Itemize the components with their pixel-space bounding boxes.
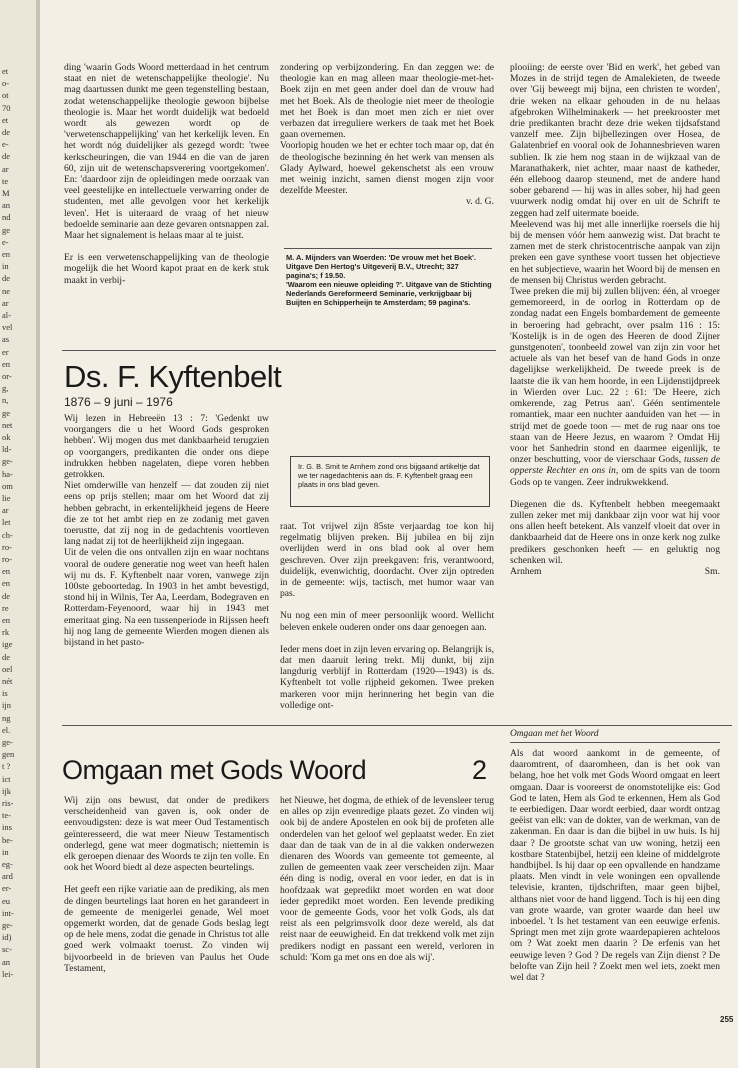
margin-fragment: ins xyxy=(2,822,12,833)
article-title: Omgaan met Gods Woord xyxy=(62,755,367,785)
adjacent-page-edge xyxy=(0,0,36,1068)
obituary-paragraph: plooiing: de eerste over 'Bid en werk', het gebed van Mozes in de strijd tegen de Amalekieten, de tweede over 'Gij beweegt mij bijna, een christen te worden', drie weken na elkaar gehouden in de nu helaas afgebroken Wilhelminakerk — het preekrooster met drie predikanten bracht deze drie weken tijdsafstand vanzelf mee. Zijn bijbellezingen over Hosea, de Galatenbrief en vooral ook de Johannesbrieven waren sublien. Ik zie hem nog staan in de wijkzaal van de Maranathakerk, niet achter, maar naast de katheder, één elleboog daarop steunend, met de andere hand sober gebarend — hij was in alles sober, hij had geen vuurwerk nodig omdat hij over en uit de Schrift te zeggen had zelf uitermate boeide. xyxy=(510,62,720,219)
bibliography-entry: M. A. Mijnders van Woerden: 'De vrouw met het Boek'. Uitgave Den Hertog's Uitgeverij B.V., Utrecht; 327 pagina's; f 19.50. xyxy=(286,253,476,280)
review-paragraph: Voorlopig houden we het er echter toch maar op, dat én de theologische bezinning én het werk van mensen als Glady Aylward, hoewel gekenschetst als een vrouw met weinig inzicht, samen dienst mogen zijn voor dezelfde Meester. xyxy=(280,140,494,197)
margin-fragment: te xyxy=(2,175,9,186)
margin-fragment: ha- xyxy=(2,468,13,479)
margin-fragment: 70 xyxy=(2,102,11,113)
margin-fragment: te- xyxy=(2,810,11,821)
margin-fragment: ld- xyxy=(2,444,12,455)
obituary-paragraph: Nu nog een min of meer persoonlijk woord. Wellicht beleven enkele ouderen onder ons daar genoegen aan. xyxy=(280,610,494,633)
margin-fragment: en xyxy=(2,249,11,259)
divider xyxy=(284,248,492,249)
margin-fragment: g, xyxy=(2,383,9,394)
margin-fragment: ard xyxy=(2,871,13,882)
margin-fragment: ge- xyxy=(2,737,13,747)
emphasis-span: tussen de opperste Rechter en ons in, xyxy=(510,454,720,477)
obituary-paragraph: Ieder mens doet in zijn leven ervaring op. Belangrijk is, dat men daaruit lering trekt. Mij dunkt, bij zijn langdurig verblijf in Rotterdam (1920—1943) is ds. Kyftenbelt tot volle rijpheid gekomen. Twee preken markeren voor mijn herinnering het begin van die volledige ont- xyxy=(280,643,494,711)
margin-fragment: lei- xyxy=(2,968,14,979)
margin-fragment: sc- xyxy=(2,944,12,955)
margin-fragment: de xyxy=(2,651,11,662)
margin-fragment: ar xyxy=(2,505,9,516)
margin-fragment: ar xyxy=(2,297,9,308)
article-paragraph: Als dat woord aankomt in de gemeente, of daaromtrent, of daaromheen, dan is het ook van belang, hoe het volk met Gods Woord omgaat en leert omgaan. Daar is vooreerst de onomstotelijke eis: God God te laten, Hem als God te erkennen, Hem als God te eerbiedigen. Daar wordt eerbied, daar wordt ontzag geëist van elk: van de dokter, van de werkman, van de zakenman. En daar is dan die bijbel in uw huis. Is hij daar ? De grootste schat van uw woning, hetzij een kostbare Statenbijbel, hetzij een kleine of middelgrote handbijbel. Is hij daar op een opvallende en handzame plaats. Men vindt in vele woningen een opvallende televisie, kranten, tijdschriften, maar geen bijbel, althans niet voor de hand liggend. Toch is hij een ding van grote waarde, van groter waarde dan heel uw inboedel. 't Is het testament van een eeuwige erfenis. Springt men met zijn grote waardepapieren achteloos om ? Wat zoekt men daarin ? De erfenis van het eeuwige leven ? God ? De regels van Zijn dienst ? De belofte van Zijn heil ? Zoekt men wel iets, zoekt men wel dat ? xyxy=(510,748,720,984)
margin-fragment: gen xyxy=(2,749,15,760)
margin-fragment: e- xyxy=(2,236,9,247)
margin-fragment: be- xyxy=(2,834,13,845)
text-span: om de spits van de toorn Gods op te vangen. Zeer indrukwekkend. xyxy=(510,465,720,488)
margin-fragment: ige xyxy=(2,639,13,650)
margin-fragment: ng xyxy=(2,712,11,723)
margin-fragment: eu xyxy=(2,895,11,906)
running-head: Omgaan met het Woord xyxy=(510,729,599,739)
margin-fragment: id) xyxy=(2,932,12,943)
margin-fragment: en xyxy=(2,615,11,625)
margin-fragment: re xyxy=(2,602,9,613)
margin-fragment: t ? xyxy=(2,761,11,772)
divider xyxy=(510,742,720,743)
margin-fragment: ne xyxy=(2,285,11,296)
review-paragraph: zondering op verbijzondering. En dan zeggen we: de theologie kan en mag alleen maar theologie-met-het-Boek zijn en met geen ander doel dan de vrouw had met het Boek. Als de theologie niet meer de theologie met het Boek is dan moet men zich er niet over verbazen dat irreguliere werkers de taak met het Boek gaan overnemen. xyxy=(280,62,494,141)
magazine-page xyxy=(40,0,738,1068)
text-span: Twee preken die mij bij zullen blijven: één, al vroeger gememoreerd, in de oorlog in Rotterdam op de zondag nadat een Engels bombardement de gemeente in beroering had gebracht, over psalm 116 : 15: 'Kostelijk is in de ogen des Heeren de dood Zijner gunstgenoten', toonbeeld zowel van zijn zin voor het actuele als van het besef van de hand Gods in onze dagelijkse werkelijkheid. De tweede preek is de laatste die ik van hem hoorde, in een Lijdenstijdpreek in Wierden over Luc. 22 : 61: 'De Heere, zich omkerende, zag Petrus aan'. Géén sentimentele romantiek, maar een nuchter aanduiden van het — in strijd met de goede toon — met de rug naar ons toe staan van de Heere Jezus, en waarom ? Omdat Hij voor het Sanhedrin stond en daarmee eigenlijk, te onzer beschutting, voor de vierschaar Gods, xyxy=(510,286,720,466)
margin-fragment: e- xyxy=(2,139,9,150)
review-paragraph: Er is een verwetenschappelijking van de theologie mogelijk die het Woord kapot praat en de kerk stuk maakt in verbij- xyxy=(64,252,269,286)
obituary-paragraph: Wij lezen in Hebreeën 13 : 7: 'Gedenkt uw voorgangers die u het Woord Gods gesproken hebben'. Wij mogen dus met dankbaarheid terugzien op voorgangers, predikanten die onder ons diepe indrukken hebben nagelaten, diepe voren hebben getrokken. xyxy=(64,413,269,481)
margin-fragment: rk xyxy=(2,627,10,638)
article-paragraph: het Nieuwe, het dogma, de ethiek of de levensleer terug en alles op zijn evenredige plaats gezet. Zo vinden wij ook bij de andere Apostelen en ook bij de profeten alle onderdelen van het geloof wel geplaatst weder. En ziet daar dan de taak van de in al die vakken onderwezen dienaren des Woords van gemeente tot gemeente, al zullen de gemeenten vaak zeer verscheiden zijn. Maar één ding is nodig, overal en voor ieder, en dat is in hoofdzaak wat gepredikt moet worden en wat door ieder gepredikt moet worden. Een levende prediking voor de gemeente Gods, voor het volk Gods, als dat reist als een pelgrimsvolk door deze wereld, als dat reist naar de eeuwigheid. En dat trekkend volk met zijn predikers nodigt en passant een wereld, verloren in schuld: 'Kom ga met ons en doe als wij'. xyxy=(280,795,494,963)
margin-fragment: de xyxy=(2,151,11,162)
margin-fragment: en xyxy=(2,578,11,589)
margin-fragment: lie xyxy=(2,493,11,503)
bibliography-entry: 'Waarom een nieuwe opleiding ?'. Uitgave van de Stichting Nederlands Gereformeerd Seminarie, verkrijgbaar bij Buijten en Schipperheijn te Amsterdam; 59 pagina's. xyxy=(286,280,492,307)
margin-fragment: al- xyxy=(2,310,11,320)
article-paragraph: Wij zijn ons bewust, dat onder de predikers verscheidenheid van gaven is, ook onder de eenvoudigsten: deze is wat meer Oud Testamentisch geïnteresseerd, die wat meer Nieuw Testamentisch onderlegd, gene wat meer dogmatisch; niettemin is elk geroepen dienaar des Woords te zijn ten volle. En ook het Woord biedt al deze aspecten beurtelings. xyxy=(64,795,269,874)
review-signoff: v. d. G. xyxy=(466,196,494,208)
margin-fragment: ge xyxy=(2,407,11,418)
margin-fragment: ro- xyxy=(2,541,12,552)
margin-fragment: o- xyxy=(2,78,10,89)
obituary-signature xyxy=(510,566,720,577)
margin-fragment: ijn xyxy=(2,700,11,711)
margin-fragment: ot xyxy=(2,90,9,101)
margin-fragment: n, xyxy=(2,395,9,406)
obituary-title: Ds. F. Kyftenbelt xyxy=(64,359,282,394)
margin-fragment: as xyxy=(2,334,10,345)
margin-fragment: ge- xyxy=(2,920,13,930)
obituary-column-3 xyxy=(510,62,720,577)
obituary-paragraph: Uit de velen die ons ontvallen zijn en waar nochtans vooral de oudere generatie nog weet van heeft halen wij nu ds. F. Kyftenbelt naar voren, vanwege zijn 100ste geboortedag. In 1903 in het ambt bevestigd, stond hij in Wilnis, Ter Aa, Leerdam, Bodegraven en Rotterdam-Feyenoord, waar hij in 1943 met emeritaat ging. Na een tussenperiode in Rijssen heeft hij nog lang de gemeente Wierden mogen dienen als bijstand in het pasto- xyxy=(64,547,269,649)
margin-fragment: et xyxy=(2,66,9,76)
margin-fragment: ar xyxy=(2,163,9,174)
divider xyxy=(62,725,732,726)
margin-fragment: in xyxy=(2,846,9,857)
obituary-paragraph: Meelevend was hij met alle innerlijke roersels die hij bij de mensen vóór hem aanwezig wist. Dat bracht te zamen met de sterk christocentrische aanpak van zijn preken een gave synthese voort tussen het objectieve en het subjectieve, waarin het Woord bij de mensen en de mensen bij Christus werden gebracht. xyxy=(510,218,720,286)
review-paragraph: ding 'waarin Gods Woord metterdaad in het centrum staat en niet de wetenschappelijke theologie'. Nu mag daartussen dunkt me geen tegenstelling bestaan, zodat wetenschappelijke theologie gewoon bijbelse theologie is. Maar het wordt duidelijk wat bedoeld wordt als gewezen wordt op de 'verwetenschappelijking' van het kerkelijk leven. En het wordt nóg duidelijker als gezegd wordt: 'twee kerkscheuringen, die van 1944 en die van de jaren 60, zijn uit de wetenschapsverering voortgekomen'. En: 'daardoor zijn de opleidingen mede oorzaak van veel geestelijke en intellectuele verwarring onder de studenten, met alle gevolgen voor het kerkelijk leven'. Het is uiteraard de vraag of het nieuw bedoelde seminarie aan deze gevaren ontsnappen zal. Maar het signalement is helaas maar al te juist. xyxy=(64,62,269,242)
margin-fragment: om xyxy=(2,480,13,491)
margin-fragment: int- xyxy=(2,907,14,918)
margin-fragment: ict xyxy=(2,773,11,784)
margin-fragment: ris- xyxy=(2,798,14,808)
margin-fragment: ge xyxy=(2,224,11,235)
article-part-number: 2 xyxy=(472,755,487,785)
margin-fragment: ch- xyxy=(2,529,13,540)
margin-fragment: or- xyxy=(2,371,12,381)
margin-fragment: de xyxy=(2,127,11,137)
margin-fragment: er xyxy=(2,346,9,357)
obituary-paragraph: Niet omderwille van henzelf — dat zouden zij niet eens op prijs stellen; maar om het Woord dat zij hebben gebracht, in erkentelijkheid jegens de Heere die ze tot het ambt riep en ze zodanig met gaven toerustte, dat zij nog in de gedachtenis voortleven lang nadat zij tot de heerlijkheid zijn ingegaan. xyxy=(64,480,269,548)
obituary-paragraph: raat. Tot vrijwel zijn 85ste verjaardag toe kon hij regelmatig blijven preken. Bij jubilea en bij zijn overlijden werd in ons blad ook al over hem geschreven. Over zijn preekgaven: fris, verantwoord, duidelijk, evenwichtig, doordacht. Over zijn optreden in de gemeente: wijs, tactisch, met humor waar van pas. xyxy=(280,521,494,600)
margin-fragment: let xyxy=(2,517,11,528)
article-column-2 xyxy=(280,795,494,974)
margin-fragment: el. xyxy=(2,724,11,735)
page-number: 255 xyxy=(720,1015,734,1024)
obituary-paragraph: Diegenen die ds. Kyftenbelt hebben meegemaakt zullen zeker met mij dankbaar zijn voor wat hij voor ons allen heeft betekent. Als vanzelf vloeit dat over in dankbaarheid dat de Heere ons in onze kerk nog zulke predikers geschonken heeft — en geluktig nog schenken wil. xyxy=(510,498,720,566)
obituary-column-1 xyxy=(64,413,269,648)
margin-fragment: nd xyxy=(2,212,11,223)
margin-fragment: an xyxy=(2,200,11,211)
margin-fragment: ge- xyxy=(2,456,13,467)
margin-fragment: eg- xyxy=(2,859,13,869)
bibliography xyxy=(286,253,492,307)
article-column-3 xyxy=(510,748,720,994)
margin-fragment: an xyxy=(2,956,11,967)
article-paragraph: Het geeft een rijke variatie aan de prediking, als men de dingen beurtelings laat horen en het garandeert in de gemeente de menigerlei genade, Wel moet opgemerkt worden, dat de genade Gods beslag legt op de hele mens, zodat die genade in Christus tot alle goed werk volmaakt toerust. Zo vinden wij bijvoorbeeld in de brieven van Paulus het Oude Testament, xyxy=(64,884,269,974)
margin-fragment: et xyxy=(2,114,9,125)
margin-fragment: in xyxy=(2,261,9,272)
margin-fragment: nét xyxy=(2,676,13,686)
margin-fragment: M xyxy=(2,188,10,198)
review-column-2 xyxy=(280,62,494,208)
review-column-1 xyxy=(64,62,269,297)
obituary-dates: 1876 – 9 juni – 1976 xyxy=(64,395,173,409)
margin-fragment: er- xyxy=(2,883,12,894)
margin-fragment: en xyxy=(2,566,11,577)
divider xyxy=(62,350,496,351)
obituary-column-2 xyxy=(280,521,494,711)
margin-fragment: de xyxy=(2,590,11,601)
margin-fragment: de xyxy=(2,273,11,284)
margin-fragment: net xyxy=(2,419,13,430)
margin-fragment: ok xyxy=(2,432,11,442)
margin-fragment: vel xyxy=(2,322,13,333)
margin-fragment: ro- xyxy=(2,554,12,564)
margin-fragment: en xyxy=(2,358,11,369)
signature-place: Arnhem xyxy=(510,565,542,577)
margin-fragment: oel xyxy=(2,663,13,674)
margin-fragment: is xyxy=(2,688,8,699)
editor-note-box: Ir. G. B. Smit te Arnhem zond ons bijgaand artikeltje dat we ter nagedachtenis aan ds. F. Kyftenbelt graag een plaats in ons blad geven. xyxy=(290,456,490,507)
obituary-paragraph xyxy=(510,286,720,488)
margin-fragment: ijk xyxy=(2,785,11,796)
article-column-1 xyxy=(64,795,269,974)
signature-initials: Sm. xyxy=(704,565,720,577)
